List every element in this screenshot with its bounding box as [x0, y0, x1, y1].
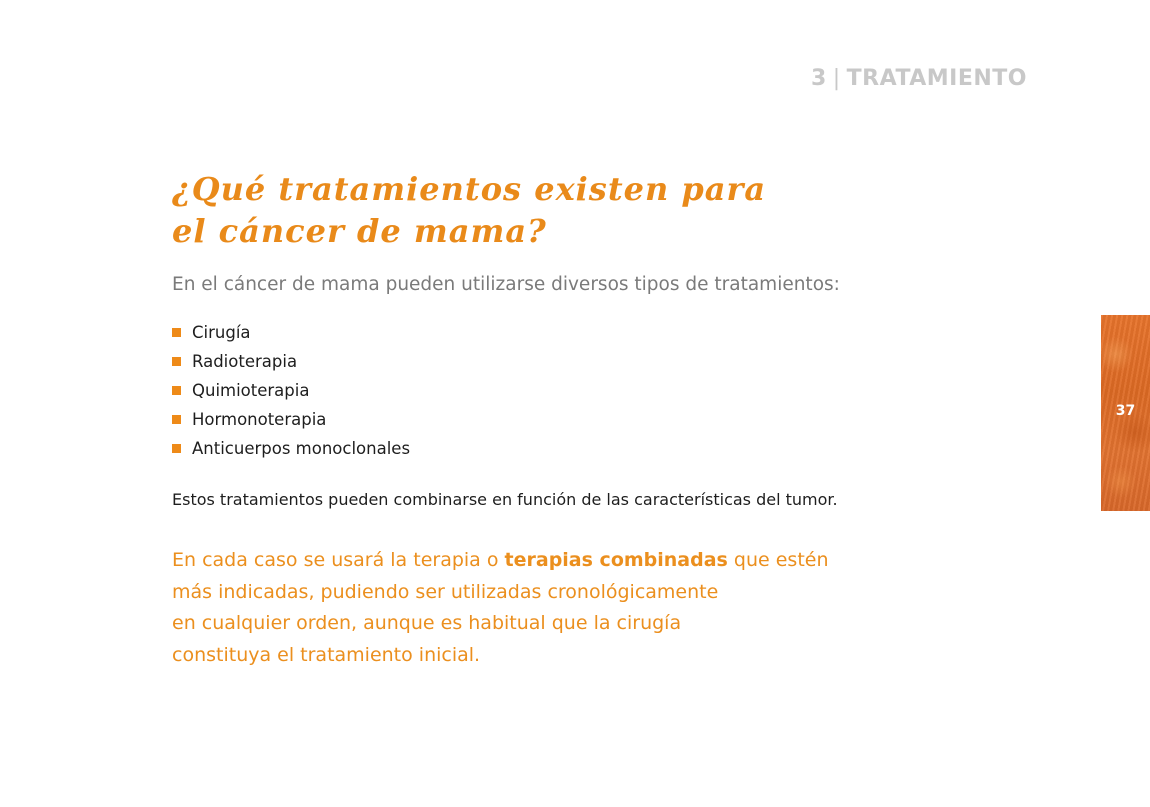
- section-separator: |: [832, 66, 841, 91]
- section-header: [811, 66, 1027, 91]
- list-item-label: Anticuerpos monoclonales: [192, 438, 411, 458]
- page-title-line-2: el cáncer de mama?: [172, 212, 547, 250]
- treatment-list: [172, 318, 410, 463]
- highlight-line-4: constituya el tratamiento inicial.: [172, 643, 481, 666]
- list-item-label: Cirugía: [192, 322, 251, 342]
- page-number: 37: [1115, 403, 1136, 419]
- square-bullet-icon: [172, 444, 181, 453]
- section-title: TRATAMIENTO: [846, 66, 1027, 91]
- highlight-line-1-end: que estén: [727, 549, 829, 571]
- list-item: [172, 347, 410, 376]
- page-title: [172, 168, 812, 252]
- combine-paragraph: Estos tratamientos pueden combinarse en función de las características del tumor.: [172, 490, 838, 509]
- list-item: [172, 434, 410, 463]
- list-item-label: Radioterapia: [192, 351, 298, 371]
- highlight-paragraph: [172, 545, 872, 671]
- list-item-label: Quimioterapia: [192, 380, 310, 400]
- square-bullet-icon: [172, 415, 181, 424]
- highlight-line-1: [172, 545, 872, 577]
- section-number: 3: [810, 66, 827, 91]
- highlight-line-1-start: En cada caso se usará la terapia o: [172, 549, 505, 571]
- highlight-bold-term: terapias combinadas: [504, 549, 728, 571]
- list-item-label: Hormonoterapia: [192, 409, 327, 429]
- square-bullet-icon: [172, 386, 181, 395]
- list-item: [172, 376, 410, 405]
- highlight-line-3: en cualquier orden, aunque es habitual que la cirugía: [172, 612, 682, 634]
- list-item: [172, 405, 410, 434]
- page-number-tab: [1101, 315, 1150, 511]
- list-item: [172, 318, 410, 347]
- square-bullet-icon: [172, 357, 181, 366]
- square-bullet-icon: [172, 328, 181, 337]
- page-title-line-1: ¿Qué tratamientos existen para: [172, 170, 767, 208]
- highlight-line-2: más indicadas, pudiendo ser utilizadas cronológicamente: [172, 580, 719, 603]
- intro-paragraph: En el cáncer de mama pueden utilizarse diversos tipos de tratamientos:: [172, 274, 840, 295]
